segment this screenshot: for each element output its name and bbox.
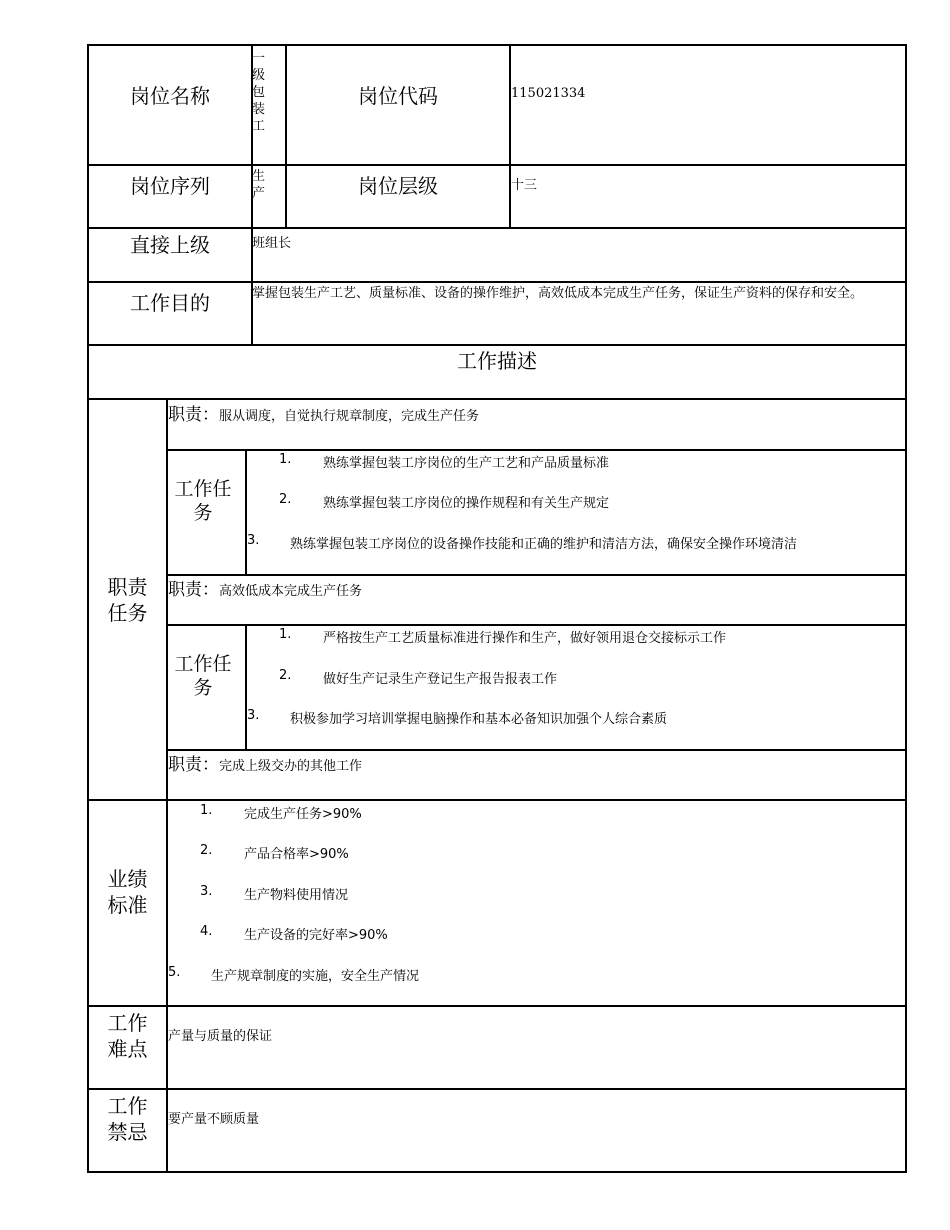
performance-label-line1: 业绩 [107, 867, 148, 891]
taboo-label [89, 1090, 166, 1148]
duty-row-1 [168, 402, 479, 428]
supervisor-label: 直接上级 [130, 233, 210, 257]
duty-text: 完成上级交办的其他工作 [219, 759, 363, 774]
purpose-value: 掌握包装生产工艺、质量标准、设备的操作维护，高效低成本完成生产任务，保证生产资料的保存和安全。 [252, 286, 864, 301]
supervisor-value: 班组长 [252, 236, 292, 251]
purpose-label: 工作目的 [130, 291, 210, 315]
duty-text: 高效低成本完成生产任务 [219, 584, 363, 599]
performance-label [89, 801, 166, 983]
taboo-label-line2: 禁忌 [107, 1120, 148, 1144]
task-label-2: 工作任务 [174, 653, 232, 699]
duties-label [89, 400, 166, 799]
difficulty-value: 产量与质量的保证 [168, 1029, 273, 1044]
difficulty-label-line1: 工作 [107, 1011, 148, 1035]
performance-label-line2: 标准 [107, 893, 148, 917]
taboo-label-line1: 工作 [107, 1094, 148, 1118]
difficulty-label-line2: 难点 [107, 1037, 148, 1061]
duty-row-2 [168, 577, 362, 603]
position-level-value: 十三 [511, 178, 538, 193]
duty-text: 服从调度，自觉执行规章制度，完成生产任务 [219, 409, 480, 424]
position-level-label: 岗位层级 [358, 174, 438, 198]
position-code-value: 115021334 [511, 86, 586, 101]
position-series-value: 生产 [252, 169, 266, 201]
duty-prefix: 职责： [168, 755, 219, 775]
duties-label-line2: 任务 [107, 600, 148, 625]
position-code-label: 岗位代码 [358, 84, 438, 108]
position-name-value: 一级包装工 [252, 51, 266, 134]
position-series-label: 岗位序列 [130, 174, 210, 198]
duty-prefix: 职责： [168, 405, 219, 425]
description-title: 工作描述 [457, 349, 537, 373]
duty-row-3 [168, 752, 362, 778]
duties-label-line1: 职责 [107, 574, 148, 599]
task-label-1: 工作任务 [174, 478, 232, 524]
position-name-label: 岗位名称 [130, 84, 210, 108]
taboo-value: 要产量不顾质量 [168, 1112, 260, 1127]
difficulty-label [89, 1007, 166, 1065]
duty-prefix: 职责： [168, 580, 219, 600]
